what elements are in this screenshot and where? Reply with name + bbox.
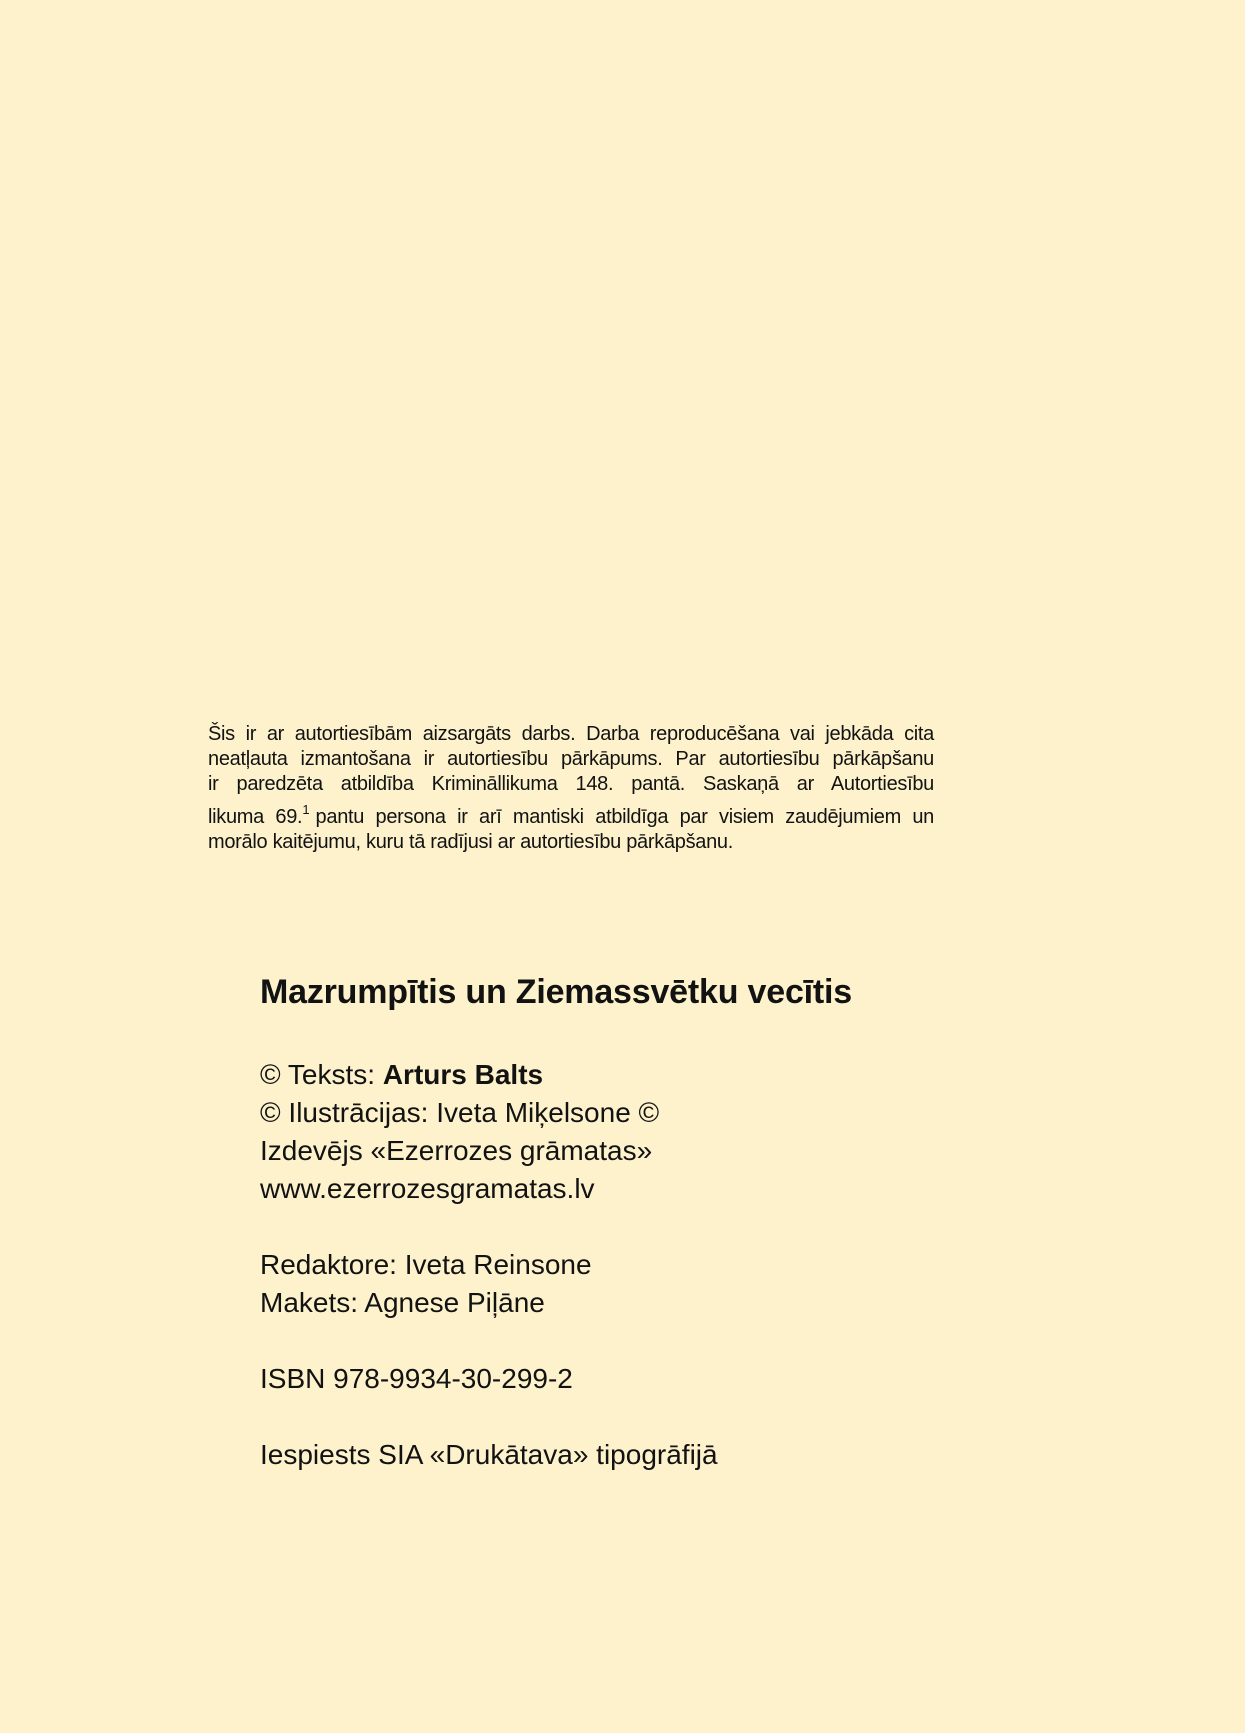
layout-credit: Makets: Agnese Piļāne bbox=[260, 1287, 545, 1318]
text-credit-label: © Teksts: bbox=[260, 1059, 383, 1090]
credits-block bbox=[260, 1056, 1080, 1208]
isbn-block bbox=[260, 1360, 1080, 1398]
book-info bbox=[260, 972, 1080, 1512]
notice-line-3 bbox=[208, 772, 934, 797]
footnote-superscript: 1 bbox=[302, 802, 310, 817]
notice-line-4-prefix: likuma 69. bbox=[208, 806, 303, 828]
text-credit bbox=[260, 1056, 1080, 1094]
isbn: ISBN 978-9934-30-299-2 bbox=[260, 1363, 573, 1394]
notice-line-2-text: neatļauta izmantošana ir autortiesību pārkāpums. Par autortiesību pārkāpšanu bbox=[208, 748, 934, 770]
notice-line-5-text: morālo kaitējumu, kuru tā radījusi ar autortiesību pārkāpšanu. bbox=[208, 831, 734, 853]
editors-block bbox=[260, 1246, 1080, 1322]
notice-line-2 bbox=[208, 747, 934, 772]
website-url: www.ezerrozesgramatas.lv bbox=[260, 1173, 595, 1204]
author-name: Arturs Balts bbox=[382, 1059, 544, 1090]
notice-line-1-text: Šis ir ar autortiesībām aizsargāts darbs. Darba reproducēšana vai jebkāda cita bbox=[208, 723, 934, 745]
illustration-credit: © Ilustrācijas: Iveta Miķelsone © bbox=[260, 1097, 660, 1128]
copyright-notice bbox=[208, 722, 934, 855]
book-title: Mazrumpītis un Ziemassvētku vecītis bbox=[260, 973, 852, 1011]
notice-line-1 bbox=[208, 722, 934, 747]
publisher: Izdevējs «Ezerrozes grāmatas» bbox=[260, 1135, 653, 1166]
printer-block bbox=[260, 1436, 1080, 1474]
printer-info: Iespiests SIA «Drukātava» tipogrāfijā bbox=[260, 1439, 718, 1470]
notice-line-4-suffix: pantu persona ir arī mantiski atbildīga par visiem zaudējumiem un bbox=[315, 806, 934, 828]
notice-line-3-text: ir paredzēta atbildība Krimināllikuma 148. pantā. Saskaņā ar Autortiesību bbox=[208, 773, 934, 795]
notice-line-5 bbox=[208, 830, 934, 855]
notice-line-4 bbox=[208, 797, 934, 830]
editor-credit: Redaktore: Iveta Reinsone bbox=[260, 1249, 592, 1280]
